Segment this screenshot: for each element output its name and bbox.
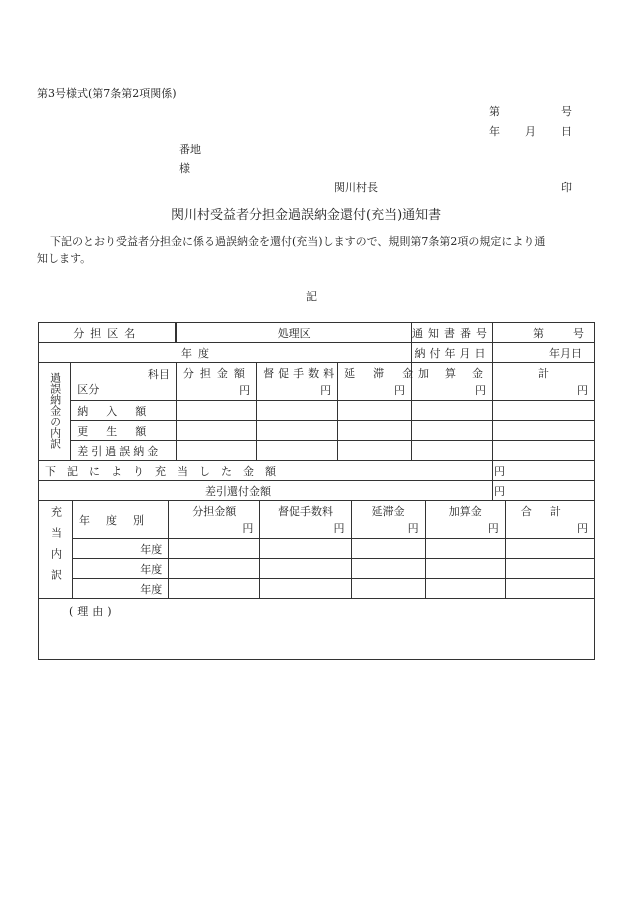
cell — [260, 539, 351, 559]
notice-number-value — [492, 323, 594, 343]
col-header: 延滞金 円 — [338, 363, 412, 401]
item-label: 科目 — [147, 368, 170, 381]
cell — [492, 421, 594, 441]
table-row — [39, 363, 595, 401]
cell — [505, 539, 594, 559]
ki-heading: 記 — [306, 290, 317, 303]
col-header: 計 円 — [492, 363, 594, 401]
col-header: 加算金 円 — [411, 363, 492, 401]
notice-go: 号 — [573, 326, 584, 340]
body-line-2: 知します。 — [37, 252, 92, 265]
cell — [351, 539, 425, 559]
table-row — [39, 323, 595, 343]
year-cell: 年度 — [73, 559, 169, 579]
cell — [425, 559, 505, 579]
cell — [492, 441, 594, 461]
cell — [338, 441, 412, 461]
cell — [425, 579, 505, 599]
cell — [176, 421, 256, 441]
cell — [411, 421, 492, 441]
table-row — [39, 421, 595, 441]
year-cell: 年度 — [73, 579, 169, 599]
cell — [411, 401, 492, 421]
col-header: 加算金 円 — [425, 501, 505, 539]
number-go: 号 — [561, 105, 572, 118]
appropriated-total-yen: 円 — [492, 461, 594, 481]
notice-number-label: 通知書番号 — [411, 323, 492, 343]
table-row — [39, 461, 595, 481]
cell — [257, 401, 338, 421]
fiscal-year-label: 年度 — [39, 343, 412, 363]
cell — [351, 559, 425, 579]
table-row — [39, 481, 595, 501]
cell — [257, 441, 338, 461]
table-row — [39, 401, 595, 421]
cell — [176, 401, 256, 421]
cell — [351, 579, 425, 599]
table-row — [39, 599, 595, 660]
table-row — [39, 539, 595, 559]
area-value: 処理区 — [176, 323, 411, 343]
cell — [505, 559, 594, 579]
cell — [260, 579, 351, 599]
date-month: 月 — [525, 125, 536, 138]
cell — [176, 441, 256, 461]
table-row — [39, 559, 595, 579]
year-cell: 年度 — [73, 539, 169, 559]
item-category-cell — [71, 363, 177, 401]
body-line-1: 下記のとおり受益者分担金に係る過誤納金を還付(充当)しますので、規則第7条第2項の規定により通 — [50, 235, 546, 248]
seal-mark: 印 — [561, 181, 572, 194]
col-header: 延滞金 円 — [351, 501, 425, 539]
date-year: 年 — [489, 125, 500, 138]
notice-dai: 第 — [532, 326, 544, 340]
main-table — [38, 322, 595, 501]
issuer: 関川村長 — [334, 181, 378, 194]
col-header: 分担金額 円 — [176, 363, 256, 401]
row-label: 納入額 — [71, 401, 177, 421]
row-label: 差引過誤納金 — [71, 441, 177, 461]
pay-day: 日 — [571, 346, 582, 360]
pay-month: 月 — [559, 346, 571, 360]
cell — [338, 401, 412, 421]
cell — [260, 559, 351, 579]
cell — [257, 421, 338, 441]
cell — [169, 559, 260, 579]
col-header: 合計 円 — [505, 501, 594, 539]
category-label: 区分 — [77, 383, 100, 396]
pay-year: 年 — [548, 346, 560, 360]
breakdown-label: 過誤納金の内訳 — [39, 363, 71, 461]
honorific: 様 — [179, 162, 190, 175]
form-label: 第3号様式(第7条第2項関係) — [37, 87, 177, 100]
table-row — [39, 579, 595, 599]
table-row — [39, 441, 595, 461]
appropriation-table — [38, 500, 595, 660]
cell — [505, 579, 594, 599]
by-year-label: 年度別 — [73, 501, 169, 539]
pay-date-label: 納付年月日 — [411, 343, 492, 363]
area-label: 分担区名 — [39, 323, 177, 343]
date-day: 日 — [561, 125, 572, 138]
cell — [425, 539, 505, 559]
pay-date-value — [492, 343, 594, 363]
col-header: 督促手数料 円 — [257, 363, 338, 401]
address-suffix: 番地 — [179, 143, 201, 156]
document-title: 関川村受益者分担金過誤納金還付(充当)通知書 — [171, 208, 442, 223]
table-row — [39, 501, 595, 539]
number-dai: 第 — [489, 105, 500, 118]
refund-amount-label: 差引還付金額 — [39, 481, 493, 501]
appropriated-total-label: 下記により充当した金額 — [39, 461, 493, 481]
appropriation-label: 充当内訳 — [39, 501, 73, 599]
cell — [411, 441, 492, 461]
cell — [492, 401, 594, 421]
col-header: 督促手数料 円 — [260, 501, 351, 539]
table-row — [39, 343, 595, 363]
cell — [338, 421, 412, 441]
col-header: 分担金額 円 — [169, 501, 260, 539]
row-label: 更生額 — [71, 421, 177, 441]
cell — [169, 539, 260, 559]
reason-box: (理由) — [39, 599, 595, 660]
cell — [169, 579, 260, 599]
refund-amount-yen: 円 — [492, 481, 594, 501]
